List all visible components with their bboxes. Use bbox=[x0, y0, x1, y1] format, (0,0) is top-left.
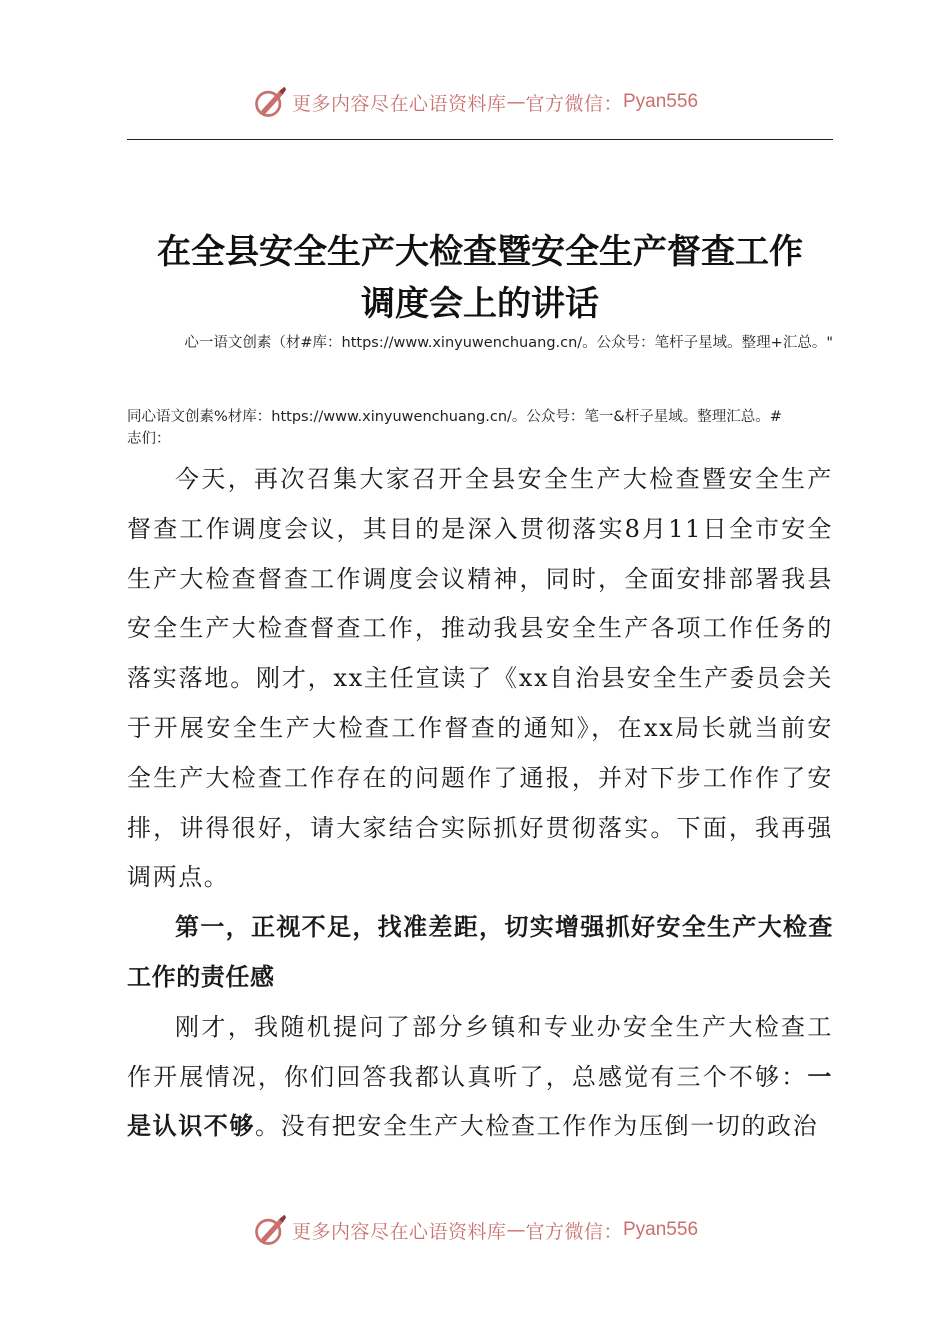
paragraph-intro: 今天，再次召集大家召开全县安全生产大检查暨安全生产督查工作调度会议，其目的是深入贯彻落实8月11日全市安全生产大检查督查工作调度会议精神，同时，全面安排部署我县安全生产大检查督查工作，推动我县安全生产各项工作任务的落实落地。刚才，xx主任宣读了《xx自治县安全生产委员会关于开展安全生产大检查工作督查的通知》，在xx局长就当前安全生产大检查工作存在的问题作了通报，并对下步工作作了安排，讲得很好，请大家结合实际抓好贯彻落实。下面，我再强调两点。 bbox=[127, 465, 833, 892]
title-line-2: 调度会上的讲话 bbox=[361, 284, 599, 324]
section-heading-1: 第一，正视不足，找准差距，切实增强抓好安全生产大检查工作的责任感 bbox=[127, 913, 833, 991]
pen-logo-icon bbox=[252, 1212, 288, 1248]
footer-watermark-banner bbox=[0, 1210, 950, 1250]
header-watermark-banner bbox=[0, 82, 950, 122]
salutation: 志们： bbox=[127, 431, 171, 447]
header-divider bbox=[127, 139, 833, 140]
paragraph-2-bold: 一是认识不够 bbox=[127, 1062, 833, 1141]
banner-wechat-label: 官方微信： bbox=[525, 92, 623, 115]
banner-wechat-label: 官方微信： bbox=[525, 1220, 623, 1243]
banner-wechat-id: Pyan556 bbox=[623, 91, 699, 112]
banner-separator: — bbox=[506, 91, 526, 113]
source-note-2-line-a: 同心语文创素%材库：https://www.xinyuwenchuang.cn/。公众号：笔一&杆子星域。整理汇总。# bbox=[127, 409, 782, 425]
paragraph-2 bbox=[127, 1003, 833, 1152]
banner-library-text: 更多内容尽在心语资料库 bbox=[291, 92, 507, 115]
source-note-1: 心一语文创素（材#库：https://www.xinyuwenchuang.cn/。公众号：笔杆子星域。整理+汇总。" bbox=[184, 335, 833, 351]
source-note-2 bbox=[127, 406, 833, 450]
title-line-1: 在全县安全生产大检查暨安全生产督查工作 bbox=[157, 232, 803, 272]
document-title bbox=[127, 226, 833, 330]
paragraph-2-start: 刚才，我随机提问了部分乡镇和专业办安全生产大检查工作开展情况，你们回答我都认真听了，总感觉有三个不够： bbox=[127, 1012, 833, 1091]
paragraph-2-end: 。没有把安全生产大检查工作作为压倒一切的政治 bbox=[255, 1112, 819, 1141]
banner-library-text: 更多内容尽在心语资料库 bbox=[291, 1220, 507, 1243]
pen-logo-icon bbox=[252, 84, 288, 120]
banner-wechat-id: Pyan556 bbox=[623, 1219, 699, 1240]
document-body bbox=[127, 455, 833, 1152]
banner-separator: — bbox=[506, 1219, 526, 1241]
